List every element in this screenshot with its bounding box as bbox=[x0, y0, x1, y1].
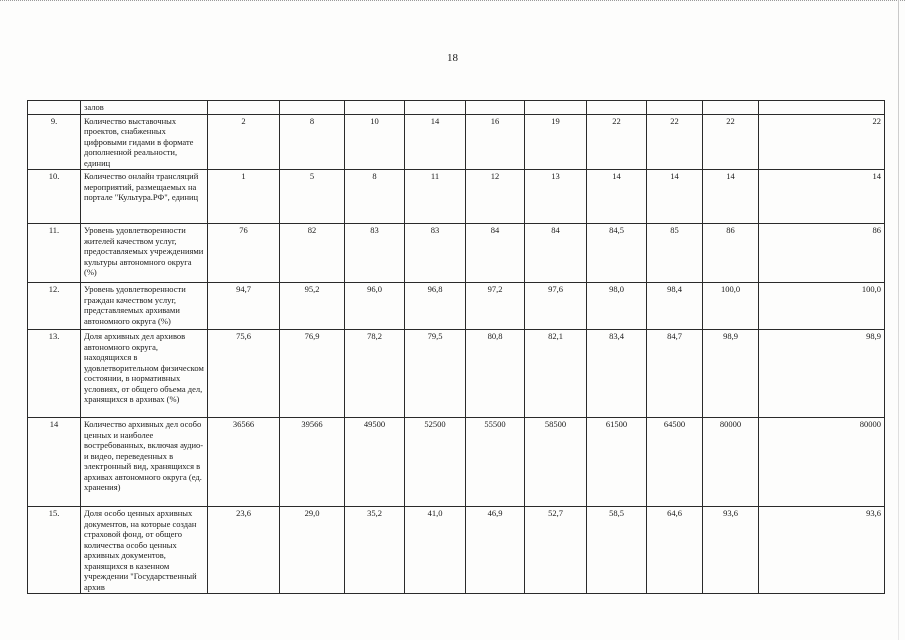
value-cell: 19 bbox=[525, 114, 587, 170]
value-cell: 61500 bbox=[587, 418, 647, 507]
table-row bbox=[28, 170, 885, 224]
value-cell: 2 bbox=[208, 114, 280, 170]
value-cell: 11 bbox=[405, 170, 466, 224]
table-row bbox=[28, 330, 885, 418]
indicator-name: Количество выставочных проектов, снабженных цифровыми гидами в формате дополненной реальности, единиц bbox=[81, 114, 208, 170]
value-cell: 79,5 bbox=[405, 330, 466, 418]
value-cell: 82 bbox=[280, 224, 345, 283]
value-cell: 76,9 bbox=[280, 330, 345, 418]
value-cell: 96,8 bbox=[405, 283, 466, 330]
value-cell: 55500 bbox=[466, 418, 525, 507]
value-cell: 29,0 bbox=[280, 507, 345, 594]
indicator-name: Количество онлайн трансляций мероприятий, размещаемых на портале "Культура.РФ", единиц bbox=[81, 170, 208, 224]
value-cell: 80,8 bbox=[466, 330, 525, 418]
value-cell: 13 bbox=[525, 170, 587, 224]
value-cell: 58500 bbox=[525, 418, 587, 507]
value-cell: 5 bbox=[280, 170, 345, 224]
table-row bbox=[28, 224, 885, 283]
row-number: 10. bbox=[28, 170, 81, 224]
value-cell: 1 bbox=[208, 170, 280, 224]
value-cell: 36566 bbox=[208, 418, 280, 507]
value-cell: 86 bbox=[759, 224, 885, 283]
value-cell bbox=[525, 101, 587, 115]
value-cell: 98,0 bbox=[587, 283, 647, 330]
value-cell: 49500 bbox=[345, 418, 405, 507]
value-cell: 97,2 bbox=[466, 283, 525, 330]
value-cell: 80000 bbox=[703, 418, 759, 507]
indicator-name: Уровень удовлетворенности граждан качеством услуг, представляемых архивами автономного округа (%) bbox=[81, 283, 208, 330]
value-cell: 82,1 bbox=[525, 330, 587, 418]
value-cell: 94,7 bbox=[208, 283, 280, 330]
value-cell bbox=[759, 101, 885, 115]
value-cell bbox=[208, 101, 280, 115]
value-cell: 14 bbox=[759, 170, 885, 224]
value-cell: 10 bbox=[345, 114, 405, 170]
value-cell: 98,9 bbox=[759, 330, 885, 418]
indicator-name: Количество архивных дел особо ценных и наиболее востребованных, включая аудио- и видео, переведенных в электронный вид, хранящихся в архивах автономного округа (ед. хранения) bbox=[81, 418, 208, 507]
value-cell: 98,9 bbox=[703, 330, 759, 418]
value-cell: 22 bbox=[587, 114, 647, 170]
value-cell: 46,9 bbox=[466, 507, 525, 594]
scan-edge-top bbox=[0, 0, 905, 11]
value-cell: 64,6 bbox=[647, 507, 703, 594]
value-cell: 93,6 bbox=[759, 507, 885, 594]
value-cell: 23,6 bbox=[208, 507, 280, 594]
value-cell: 84,7 bbox=[647, 330, 703, 418]
value-cell: 75,6 bbox=[208, 330, 280, 418]
value-cell bbox=[280, 101, 345, 115]
value-cell: 98,4 bbox=[647, 283, 703, 330]
value-cell: 76 bbox=[208, 224, 280, 283]
table-row bbox=[28, 101, 885, 115]
value-cell: 58,5 bbox=[587, 507, 647, 594]
value-cell bbox=[587, 101, 647, 115]
table-body bbox=[28, 101, 885, 594]
value-cell bbox=[703, 101, 759, 115]
value-cell: 22 bbox=[703, 114, 759, 170]
page-number: 18 bbox=[447, 52, 458, 64]
value-cell bbox=[345, 101, 405, 115]
value-cell: 84 bbox=[466, 224, 525, 283]
value-cell: 80000 bbox=[759, 418, 885, 507]
value-cell: 8 bbox=[280, 114, 345, 170]
value-cell: 14 bbox=[587, 170, 647, 224]
row-number: 12. bbox=[28, 283, 81, 330]
row-number: 11. bbox=[28, 224, 81, 283]
value-cell: 86 bbox=[703, 224, 759, 283]
table-row bbox=[28, 114, 885, 170]
value-cell: 14 bbox=[647, 170, 703, 224]
value-cell: 95,2 bbox=[280, 283, 345, 330]
row-number: 15. bbox=[28, 507, 81, 594]
value-cell bbox=[466, 101, 525, 115]
row-number: 14 bbox=[28, 418, 81, 507]
value-cell: 16 bbox=[466, 114, 525, 170]
table-row bbox=[28, 507, 885, 594]
value-cell: 14 bbox=[703, 170, 759, 224]
value-cell: 8 bbox=[345, 170, 405, 224]
scan-edge-right bbox=[898, 0, 899, 640]
value-cell: 39566 bbox=[280, 418, 345, 507]
value-cell: 78,2 bbox=[345, 330, 405, 418]
value-cell: 52500 bbox=[405, 418, 466, 507]
value-cell: 96,0 bbox=[345, 283, 405, 330]
value-cell: 100,0 bbox=[703, 283, 759, 330]
row-number: 13. bbox=[28, 330, 81, 418]
value-cell: 12 bbox=[466, 170, 525, 224]
value-cell: 52,7 bbox=[525, 507, 587, 594]
value-cell: 83,4 bbox=[587, 330, 647, 418]
value-cell: 14 bbox=[405, 114, 466, 170]
row-number bbox=[28, 101, 81, 115]
value-cell: 22 bbox=[759, 114, 885, 170]
value-cell: 83 bbox=[405, 224, 466, 283]
value-cell: 84,5 bbox=[587, 224, 647, 283]
indicator-name: Уровень удовлетворенности жителей качеством услуг, предоставляемых учреждениями культуры автономного округа (%) bbox=[81, 224, 208, 283]
value-cell: 93,6 bbox=[703, 507, 759, 594]
value-cell: 64500 bbox=[647, 418, 703, 507]
value-cell bbox=[405, 101, 466, 115]
value-cell bbox=[647, 101, 703, 115]
indicator-name: Доля архивных дел архивов автономного округа, находящихся в удовлетворительном физическом состоянии, в нормативных условиях, от общего объема дел, хранящихся в архивах (%) bbox=[81, 330, 208, 418]
value-cell: 85 bbox=[647, 224, 703, 283]
value-cell: 83 bbox=[345, 224, 405, 283]
row-number: 9. bbox=[28, 114, 81, 170]
value-cell: 22 bbox=[647, 114, 703, 170]
table-row bbox=[28, 418, 885, 507]
value-cell: 97,6 bbox=[525, 283, 587, 330]
indicator-name: залов bbox=[81, 101, 208, 115]
value-cell: 35,2 bbox=[345, 507, 405, 594]
table-row bbox=[28, 283, 885, 330]
value-cell: 41,0 bbox=[405, 507, 466, 594]
value-cell: 100,0 bbox=[759, 283, 885, 330]
indicators-table bbox=[27, 100, 885, 594]
indicator-name: Доля особо ценных архивных документов, на которые создан страховой фонд, от общего количества особо ценных архивных документов, хранящихся в казенном учреждении "Государственный архив bbox=[81, 507, 208, 594]
value-cell: 84 bbox=[525, 224, 587, 283]
